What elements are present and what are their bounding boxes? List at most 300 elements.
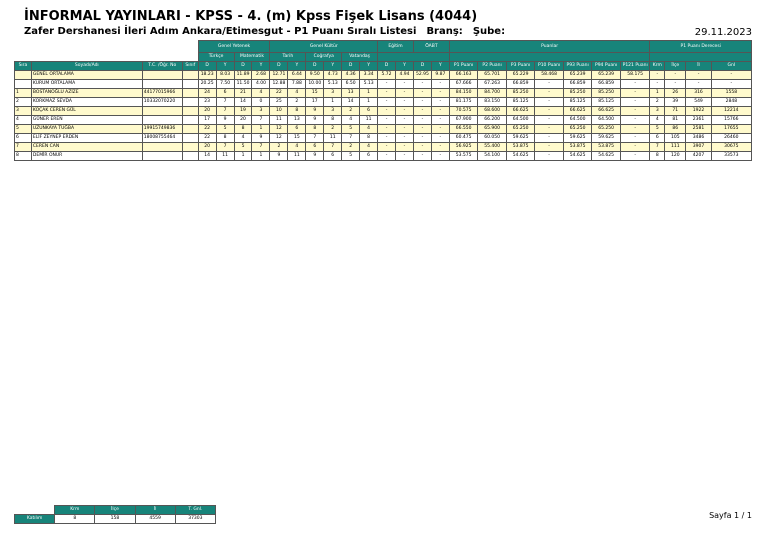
score-cell: - — [431, 80, 449, 89]
puan-cell: - — [620, 134, 650, 143]
puan-cell: 59.625 — [506, 134, 535, 143]
report-date: 29.11.2023 — [694, 27, 752, 38]
puan-cell: 66.200 — [478, 116, 507, 125]
score-cell: 6.50 — [342, 80, 360, 89]
subject-header: Coğrafya — [306, 53, 342, 62]
score-cell: 9 — [216, 116, 234, 125]
table-row — [15, 125, 752, 134]
puan-cell: - — [620, 89, 650, 98]
score-cell: 18.23 — [198, 71, 216, 80]
degree-cell: 26460 — [711, 134, 751, 143]
score-cell: - — [431, 134, 449, 143]
degree-cell: 2848 — [711, 98, 751, 107]
table-row — [15, 152, 752, 161]
score-cell: 9.87 — [431, 71, 449, 80]
table-row — [15, 71, 752, 80]
subject-header: Matematik — [234, 53, 270, 62]
subject-header: Vatandaş — [342, 53, 378, 62]
score-cell: - — [431, 89, 449, 98]
score-cell: 24 — [198, 89, 216, 98]
degree-cell: 81 — [665, 116, 686, 125]
rank-cell — [15, 71, 32, 80]
score-cell: 12.88 — [270, 80, 288, 89]
score-cell: 9 — [270, 152, 288, 161]
score-cell: 17 — [198, 116, 216, 125]
id-cell — [142, 116, 182, 125]
puan-cell: 53.875 — [563, 143, 592, 152]
puan-cell: 64.500 — [563, 116, 592, 125]
score-cell: 20 — [198, 107, 216, 116]
puan-header: P94 Puanı — [592, 62, 621, 71]
puan-cell: 66.859 — [592, 80, 621, 89]
summary-header: T. Gnl. — [175, 506, 215, 515]
score-cell: 7.50 — [216, 80, 234, 89]
name-cell: CEREN CAN — [31, 143, 142, 152]
puan-cell: 53.875 — [506, 143, 535, 152]
header-blank — [650, 53, 752, 62]
score-cell: - — [378, 116, 396, 125]
puan-cell: - — [535, 98, 564, 107]
score-cell: 3.34 — [360, 71, 378, 80]
summary-value: 37303 — [175, 515, 215, 524]
puan-header: P121 Puanı — [620, 62, 650, 71]
degree-cell: 17655 — [711, 125, 751, 134]
puan-cell: 84.150 — [449, 89, 478, 98]
score-cell: 2 — [342, 107, 360, 116]
puan-cell: 67.900 — [449, 116, 478, 125]
class-cell — [182, 89, 198, 98]
puan-cell: - — [535, 134, 564, 143]
puan-cell: 65.250 — [563, 125, 592, 134]
score-cell: 4 — [288, 143, 306, 152]
score-cell: - — [413, 134, 431, 143]
degree-cell: 6 — [650, 134, 665, 143]
y-header: Y — [324, 62, 342, 71]
degree-cell: 12214 — [711, 107, 751, 116]
class-cell — [182, 80, 198, 89]
degree-cell: 5 — [650, 125, 665, 134]
score-cell: - — [413, 89, 431, 98]
score-cell: 6 — [306, 143, 324, 152]
table-row — [15, 107, 752, 116]
puan-cell: 54.625 — [506, 152, 535, 161]
puan-cell: - — [620, 107, 650, 116]
puan-cell: 53.875 — [592, 143, 621, 152]
score-cell: 8 — [288, 107, 306, 116]
score-cell: - — [378, 98, 396, 107]
puan-cell: 83.150 — [478, 98, 507, 107]
class-cell — [182, 125, 198, 134]
name-cell: UZUNKAYA TUĞBA — [31, 125, 142, 134]
table-row — [15, 143, 752, 152]
puan-cell: 85.125 — [506, 98, 535, 107]
summary-corner — [15, 506, 55, 515]
score-cell: - — [431, 125, 449, 134]
degree-cell: 71 — [665, 107, 686, 116]
degree-cell: 8 — [650, 152, 665, 161]
degree-cell: 3907 — [686, 143, 711, 152]
score-cell: 1 — [234, 152, 252, 161]
score-cell: 7 — [216, 98, 234, 107]
degree-cell: 30675 — [711, 143, 751, 152]
score-cell: 10.00 — [306, 80, 324, 89]
score-cell: - — [413, 152, 431, 161]
degree-cell: 15766 — [711, 116, 751, 125]
puan-cell: 54.100 — [478, 152, 507, 161]
degree-cell: 120 — [665, 152, 686, 161]
puan-cell: 59.625 — [592, 134, 621, 143]
group-header: Eğitim — [378, 41, 414, 53]
puan-cell: 66.163 — [449, 71, 478, 80]
score-cell: 11 — [360, 116, 378, 125]
puan-cell: 67.263 — [478, 80, 507, 89]
score-cell: - — [431, 152, 449, 161]
id-cell: 19915749836 — [142, 125, 182, 134]
y-header: Y — [431, 62, 449, 71]
score-cell: - — [378, 80, 396, 89]
d-header: D — [198, 62, 216, 71]
name-cell: ELİF ZEYNEP ERDEN — [31, 134, 142, 143]
degree-cell: 86 — [665, 125, 686, 134]
d-header: D — [342, 62, 360, 71]
puan-cell: 65.229 — [506, 71, 535, 80]
score-cell: 17 — [306, 98, 324, 107]
puan-cell: 65.239 — [592, 71, 621, 80]
rank-header: Krm — [650, 62, 665, 71]
score-cell: - — [413, 98, 431, 107]
score-cell: 3 — [252, 107, 270, 116]
score-cell: - — [378, 152, 396, 161]
score-cell: - — [396, 80, 414, 89]
score-cell: 6 — [360, 107, 378, 116]
score-cell: - — [431, 107, 449, 116]
puan-cell: 65.239 — [563, 71, 592, 80]
score-cell: 11 — [324, 134, 342, 143]
degree-cell: 33573 — [711, 152, 751, 161]
score-cell: 20 — [234, 116, 252, 125]
puan-cell: - — [620, 152, 650, 161]
puan-cell: 54.625 — [563, 152, 592, 161]
puan-cell: 60.050 — [478, 134, 507, 143]
puan-cell: 64.500 — [506, 116, 535, 125]
class-cell — [182, 143, 198, 152]
report-subtitle — [24, 26, 505, 37]
puan-cell: 85.250 — [592, 89, 621, 98]
score-cell: 2 — [270, 143, 288, 152]
score-cell: 10 — [270, 107, 288, 116]
y-header: Y — [288, 62, 306, 71]
y-header: Y — [252, 62, 270, 71]
y-header: Y — [216, 62, 234, 71]
score-cell: 9 — [252, 134, 270, 143]
puan-cell: 53.575 — [449, 152, 478, 161]
d-header: D — [270, 62, 288, 71]
score-cell: 12.71 — [270, 71, 288, 80]
puan-cell: 84.700 — [478, 89, 507, 98]
puan-cell: 85.250 — [563, 89, 592, 98]
puan-cell: 54.625 — [592, 152, 621, 161]
id-cell — [142, 71, 182, 80]
summary-header: Krm — [55, 506, 95, 515]
degree-cell: - — [686, 71, 711, 80]
class-cell — [182, 116, 198, 125]
sube-label: Şube: — [472, 26, 506, 37]
score-cell: 12 — [270, 125, 288, 134]
score-cell: 2 — [342, 143, 360, 152]
degree-cell: - — [665, 80, 686, 89]
score-cell: - — [413, 125, 431, 134]
subject-header: Tarih — [270, 53, 306, 62]
subtitle-text: Zafer Dershanesi İleri Adım Ankara/Etimesgut - P1 Puanı Sıralı Listesi — [24, 26, 417, 37]
puan-cell: - — [620, 125, 650, 134]
degree-cell: 2 — [650, 98, 665, 107]
degree-cell: 549 — [686, 98, 711, 107]
id-cell: 44177015966 — [142, 89, 182, 98]
score-cell: 6 — [216, 89, 234, 98]
puan-cell: - — [620, 98, 650, 107]
group-header: Genel Yetenek — [198, 41, 270, 53]
group-header: Puanlar — [449, 41, 650, 53]
degree-cell: - — [711, 80, 751, 89]
rank-cell: 3 — [15, 107, 32, 116]
score-cell: 1 — [360, 98, 378, 107]
degree-cell: 2581 — [686, 125, 711, 134]
score-cell: 14 — [342, 98, 360, 107]
puan-cell: - — [535, 116, 564, 125]
score-cell: 4.36 — [342, 71, 360, 80]
group-header: P1 Puanı Derecesi — [650, 41, 752, 53]
y-header: Y — [396, 62, 414, 71]
degree-cell: - — [650, 71, 665, 80]
header-spacer — [15, 41, 199, 53]
id-cell: 10332070220 — [142, 98, 182, 107]
score-cell: - — [413, 116, 431, 125]
score-cell: - — [396, 143, 414, 152]
score-cell: 7 — [306, 134, 324, 143]
degree-cell: 26 — [665, 89, 686, 98]
score-cell: 7 — [216, 107, 234, 116]
degree-cell: 1558 — [711, 89, 751, 98]
degree-cell: - — [711, 71, 751, 80]
puan-cell: 55.400 — [478, 143, 507, 152]
puan-cell: - — [535, 125, 564, 134]
puan-cell: 66.625 — [506, 107, 535, 116]
rank-cell: 7 — [15, 143, 32, 152]
puan-cell: 85.125 — [592, 98, 621, 107]
score-cell: - — [378, 107, 396, 116]
name-cell: KORKMAZ SEVDA — [31, 98, 142, 107]
score-cell: 8 — [360, 134, 378, 143]
table-row — [15, 98, 752, 107]
score-cell: 6.44 — [288, 71, 306, 80]
degree-cell: 111 — [665, 143, 686, 152]
score-cell: 19 — [234, 107, 252, 116]
id-cell — [142, 107, 182, 116]
score-cell: 5 — [216, 125, 234, 134]
score-cell: 4 — [288, 89, 306, 98]
score-cell: 11.89 — [234, 71, 252, 80]
score-cell: 20.25 — [198, 80, 216, 89]
score-cell: - — [396, 116, 414, 125]
y-header: Y — [360, 62, 378, 71]
degree-cell: - — [665, 71, 686, 80]
d-header: D — [378, 62, 396, 71]
puan-cell: - — [535, 80, 564, 89]
score-cell: 14 — [198, 152, 216, 161]
d-header: D — [306, 62, 324, 71]
column-header: Soyadı/Adı — [31, 62, 142, 71]
name-cell: DEMİR ONUR — [31, 152, 142, 161]
puan-cell: 58.175 — [620, 71, 650, 80]
score-cell: 1 — [252, 125, 270, 134]
puan-cell: 66.625 — [563, 107, 592, 116]
score-cell: 11 — [288, 152, 306, 161]
column-header: Sınıf — [182, 62, 198, 71]
puan-cell: 58.468 — [535, 71, 564, 80]
score-cell: - — [431, 116, 449, 125]
score-cell: 6 — [288, 125, 306, 134]
puan-header: P93 Puanı — [563, 62, 592, 71]
puan-cell: 66.625 — [592, 107, 621, 116]
name-cell: KOÇAK CEREN GÜL — [31, 107, 142, 116]
summary-value: 158 — [95, 515, 135, 524]
puan-cell: - — [535, 152, 564, 161]
score-cell: - — [378, 89, 396, 98]
rank-cell: 5 — [15, 125, 32, 134]
score-cell: 22 — [198, 125, 216, 134]
score-cell: 4.73 — [324, 71, 342, 80]
summary-header: İlçe — [95, 506, 135, 515]
degree-cell: 105 — [665, 134, 686, 143]
score-cell: 4 — [234, 134, 252, 143]
score-cell: 1 — [360, 89, 378, 98]
score-cell: 8 — [234, 125, 252, 134]
score-cell: 14 — [234, 98, 252, 107]
degree-cell: 3486 — [686, 134, 711, 143]
score-cell: 3 — [324, 107, 342, 116]
summary-value: 4559 — [135, 515, 175, 524]
puan-cell: 81.175 — [449, 98, 478, 107]
group-header: Genel Kültür — [270, 41, 378, 53]
summary-header: İl — [135, 506, 175, 515]
column-header: Sıra — [15, 62, 32, 71]
score-cell: 1 — [324, 98, 342, 107]
score-cell: 5 — [342, 125, 360, 134]
puan-cell: 85.125 — [563, 98, 592, 107]
puan-cell: 65.701 — [478, 71, 507, 80]
name-cell: GÜNER EREN — [31, 116, 142, 125]
score-cell: 7.88 — [288, 80, 306, 89]
score-cell: 8 — [216, 134, 234, 143]
summary-label: Katılım — [15, 515, 55, 524]
puan-header: P2 Puanı — [478, 62, 507, 71]
score-cell: 4 — [342, 116, 360, 125]
column-header: T.C. /Öğr. No — [142, 62, 182, 71]
rank-cell: 4 — [15, 116, 32, 125]
puan-cell: - — [620, 143, 650, 152]
score-cell: 8.03 — [216, 71, 234, 80]
d-header: D — [234, 62, 252, 71]
puan-cell: - — [535, 107, 564, 116]
brans-label: Branş: — [426, 26, 463, 37]
score-cell: 0 — [252, 98, 270, 107]
score-cell: - — [396, 152, 414, 161]
puan-cell: 65.250 — [592, 125, 621, 134]
score-cell: 7 — [324, 143, 342, 152]
puan-cell: 56.925 — [449, 143, 478, 152]
d-header: D — [413, 62, 431, 71]
puan-cell: - — [620, 116, 650, 125]
score-cell: 2 — [324, 125, 342, 134]
score-cell: 4 — [360, 143, 378, 152]
puan-cell: 64.500 — [592, 116, 621, 125]
class-cell — [182, 134, 198, 143]
puan-cell: 65.900 — [478, 125, 507, 134]
degree-cell: 1922 — [686, 107, 711, 116]
puan-cell: - — [535, 143, 564, 152]
class-cell — [182, 152, 198, 161]
score-cell: - — [431, 143, 449, 152]
score-cell: 4.94 — [396, 71, 414, 80]
score-cell: 13 — [342, 89, 360, 98]
puan-cell: 66.859 — [563, 80, 592, 89]
puan-cell: 66.550 — [449, 125, 478, 134]
class-cell — [182, 107, 198, 116]
page-indicator: Sayfa 1 / 1 — [709, 511, 752, 520]
rank-cell — [15, 80, 32, 89]
score-cell: 12 — [270, 134, 288, 143]
score-cell: 23 — [198, 98, 216, 107]
score-cell: 9 — [306, 107, 324, 116]
score-cell: - — [378, 143, 396, 152]
class-cell — [182, 98, 198, 107]
score-cell: - — [378, 125, 396, 134]
id-cell — [142, 152, 182, 161]
name-cell: KURUM ORTALAMA — [31, 80, 142, 89]
score-cell: 11.50 — [234, 80, 252, 89]
puan-cell: 66.859 — [506, 80, 535, 89]
score-cell: 7 — [342, 134, 360, 143]
score-cell: 21 — [234, 89, 252, 98]
degree-cell: - — [686, 80, 711, 89]
summary-value: 8 — [55, 515, 95, 524]
score-cell: 2.68 — [252, 71, 270, 80]
rank-cell: 2 — [15, 98, 32, 107]
puan-cell: 65.250 — [506, 125, 535, 134]
score-cell: 7 — [216, 143, 234, 152]
group-header: ÖABT — [413, 41, 449, 53]
score-cell: - — [413, 143, 431, 152]
score-cell: 8 — [324, 116, 342, 125]
score-cell: - — [396, 125, 414, 134]
puan-cell: 85.250 — [506, 89, 535, 98]
puan-header: P3 Puanı — [506, 62, 535, 71]
header-blank — [449, 53, 650, 62]
score-cell: 8 — [306, 125, 324, 134]
puan-header: P10 Puanı — [535, 62, 564, 71]
score-cell: - — [413, 107, 431, 116]
rank-cell: 8 — [15, 152, 32, 161]
score-cell: - — [431, 98, 449, 107]
participation-summary — [14, 505, 216, 524]
rank-cell: 6 — [15, 134, 32, 143]
puan-cell: 60.475 — [449, 134, 478, 143]
score-cell: 9.50 — [306, 71, 324, 80]
score-cell: 52.95 — [413, 71, 431, 80]
score-cell: 4 — [252, 89, 270, 98]
puan-cell: - — [535, 89, 564, 98]
table-row — [15, 89, 752, 98]
